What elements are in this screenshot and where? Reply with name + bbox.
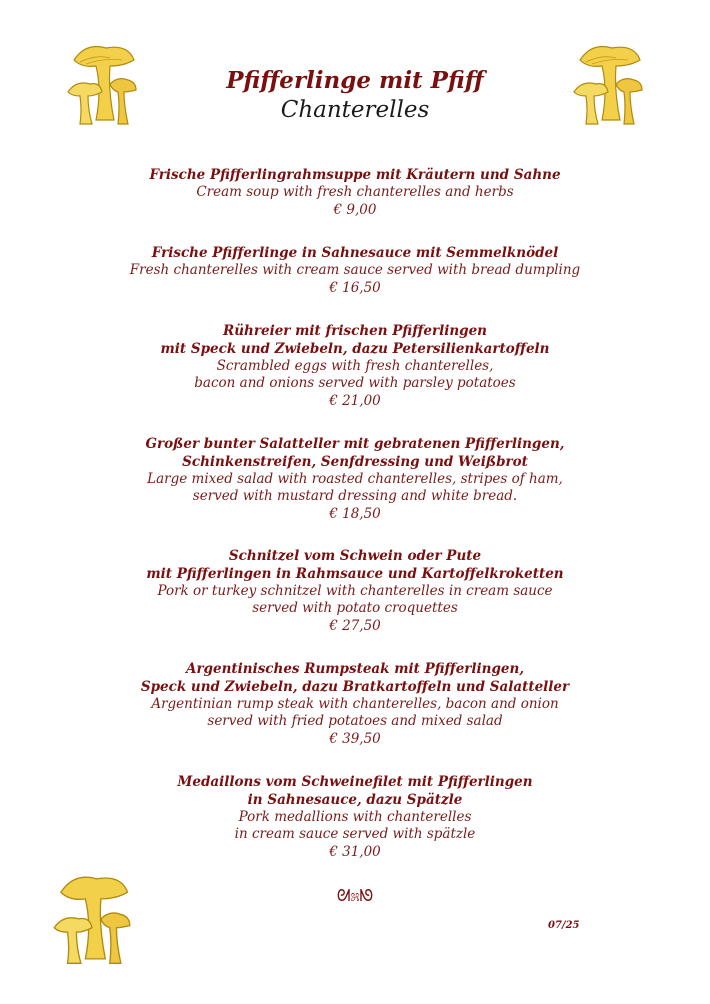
dish-name-german: Frische Pfifferlingrahmsuppe mit Kräutern und Sahne	[149, 167, 561, 183]
dish-name-english: Pork medallions with chanterelles	[238, 809, 472, 825]
dish-item	[0, 166, 710, 220]
dish-name-german: mit Pfifferlingen in Rahmsauce und Kartoffelkroketten	[146, 566, 564, 582]
dish-item	[0, 435, 710, 524]
dish-price: € 18,50	[329, 506, 381, 522]
chanterelle-mushroom-icon	[52, 870, 132, 970]
menu-title-english: Chanterelles	[280, 97, 430, 123]
dish-item	[0, 322, 710, 411]
dish-price: € 27,50	[329, 618, 381, 634]
menu-title	[0, 66, 710, 124]
dish-name-german: Speck und Zwiebeln, dazu Bratkartoffeln und Salatteller	[140, 679, 570, 695]
dish-price: € 31,00	[329, 844, 381, 860]
dish-price: € 39,50	[329, 731, 381, 747]
dish-price: € 21,00	[329, 393, 381, 409]
dish-item	[0, 660, 710, 749]
dish-name-english: Large mixed salad with roasted chanterelles, stripes of ham,	[147, 471, 563, 487]
dish-name-german: in Sahnesauce, dazu Spätzle	[247, 792, 463, 808]
dish-name-english: Fresh chanterelles with cream sauce served with bread dumpling	[129, 262, 581, 278]
dish-name-english: served with potato croquettes	[252, 600, 458, 616]
dish-item	[0, 773, 710, 862]
dish-name-english: Scrambled eggs with fresh chanterelles,	[216, 358, 494, 374]
dish-name-english: Pork or turkey schnitzel with chanterelles in cream sauce	[157, 583, 553, 599]
ornament-divider: ᘛ೫ᘚ	[336, 886, 374, 905]
dish-name-german: Schinkenstreifen, Senfdressing und Weißbrot	[182, 454, 528, 470]
dish-name-english: Cream soup with fresh chanterelles and herbs	[196, 184, 514, 200]
dish-name-english: served with fried potatoes and mixed salad	[207, 713, 503, 729]
dish-name-english: Argentinian rump steak with chanterelles, bacon and onion	[151, 696, 559, 712]
dish-name-german: Schnitzel vom Schwein oder Pute	[228, 548, 482, 564]
dish-name-german: Rühreier mit frischen Pfifferlingen	[223, 323, 487, 339]
dish-price: € 9,00	[333, 202, 377, 218]
dish-name-german: Frische Pfifferlinge in Sahnesauce mit Semmelknödel	[151, 245, 559, 261]
dish-name-english: in cream sauce served with spätzle	[234, 826, 476, 842]
dish-name-german: Medaillons vom Schweinefilet mit Pfifferlingen	[177, 774, 533, 790]
menu-title-german: Pfifferlinge mit Pfiff	[226, 67, 484, 94]
dish-name-english: served with mustard dressing and white bread.	[192, 488, 518, 504]
dish-name-english: bacon and onions served with parsley potatoes	[194, 375, 516, 391]
dish-name-german: Argentinisches Rumpsteak mit Pfifferlingen,	[185, 661, 525, 677]
dish-item	[0, 547, 710, 636]
dish-price: € 16,50	[329, 280, 381, 296]
dish-item	[0, 244, 710, 298]
menu-date: 07/25	[548, 920, 580, 931]
dish-name-german: mit Speck und Zwiebeln, dazu Petersilienkartoffeln	[160, 341, 550, 357]
dish-name-german: Großer bunter Salatteller mit gebratenen Pfifferlingen,	[145, 436, 565, 452]
